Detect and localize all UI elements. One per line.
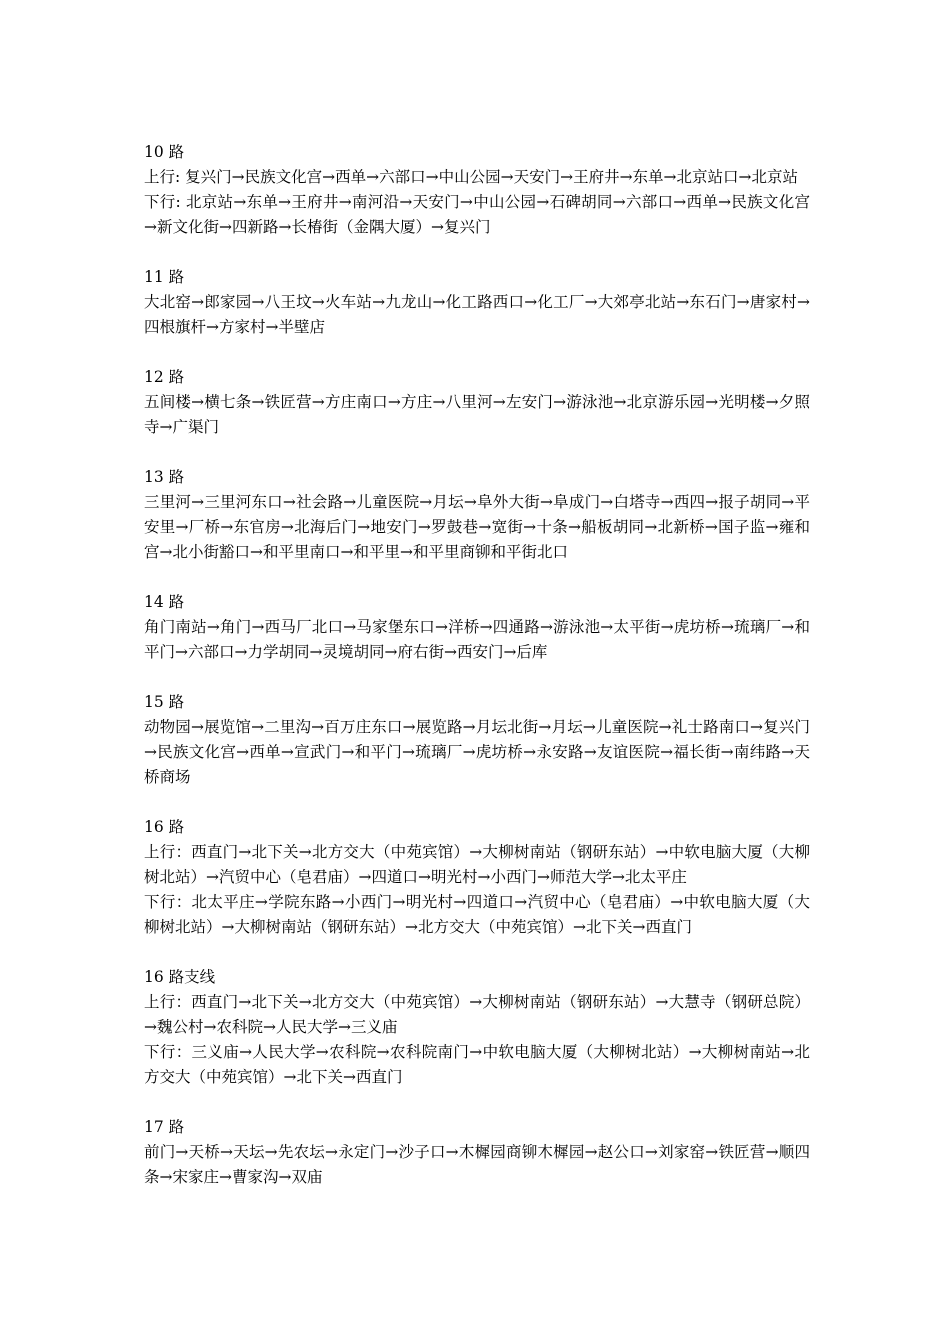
route-title: 13 路 <box>144 468 185 486</box>
route-stops: 大北窑→郎家园→八王坟→火车站→九龙山→化工路西口→化工厂→大郊亭北站→东石门→唐家村→四根旗杆→方家村→半壁店 <box>144 293 810 336</box>
route-stops: 动物园→展览馆→二里沟→百万庄东口→展览路→月坛北街→月坛→儿童医院→礼士路南口→复兴门→民族文化宫→西单→宣武门→和平门→琉璃厂→虎坊桥→永安路→友谊医院→福长街→南纬路→天桥商场 <box>144 718 810 786</box>
route-stops-downbound: 下行：三义庙→人民大学→农科院→农科院南门→中软电脑大厦（大柳树北站）→大柳树南站→北方交大（中苑宾馆）→北下关→西直门 <box>144 1043 810 1086</box>
route-block-14 <box>144 590 810 665</box>
route-title: 16 路支线 <box>144 968 216 986</box>
route-block-15 <box>144 690 810 790</box>
route-block-16 <box>144 815 810 940</box>
route-stops-downbound: 下行：北太平庄→学院东路→小西门→明光村→四道口→汽贸中心（皂君庙）→中软电脑大厦（大柳树北站）→大柳树南站（钢研东站）→北方交大（中苑宾馆）→北下关→西直门 <box>144 893 810 936</box>
route-block-10 <box>144 140 810 240</box>
route-block-16-branch <box>144 965 810 1090</box>
bus-route-document <box>144 140 810 1215</box>
route-stops: 角门南站→角门→西马厂北口→马家堡东口→洋桥→四通路→游泳池→太平街→虎坊桥→琉璃厂→和平门→六部口→力学胡同→灵境胡同→府右街→西安门→后库 <box>144 618 810 661</box>
route-block-11 <box>144 265 810 340</box>
route-block-17 <box>144 1115 810 1190</box>
route-title: 11 路 <box>144 268 185 286</box>
route-stops-upbound: 上行：西直门→北下关→北方交大（中苑宾馆）→大柳树南站（钢研东站）→中软电脑大厦（大柳树北站）→汽贸中心（皂君庙）→四道口→明光村→小西门→师范大学→北太平庄 <box>144 843 810 886</box>
route-title: 16 路 <box>144 818 185 836</box>
route-title: 14 路 <box>144 593 185 611</box>
route-title: 12 路 <box>144 368 185 386</box>
route-stops-upbound: 上行：西直门→北下关→北方交大（中苑宾馆）→大柳树南站（钢研东站）→大慧寺（钢研总院）→魏公村→农科院→人民大学→三义庙 <box>144 993 810 1036</box>
route-stops: 五间楼→横七条→铁匠营→方庄南口→方庄→八里河→左安门→游泳池→北京游乐园→光明楼→夕照寺→广渠门 <box>144 393 810 436</box>
route-stops-downbound: 下行: 北京站→东单→王府井→南河沿→天安门→中山公园→石碑胡同→六部口→西单→民族文化宫→新文化街→四新路→长椿街（金隅大厦）→复兴门 <box>144 193 810 236</box>
route-stops: 三里河→三里河东口→社会路→儿童医院→月坛→阜外大街→阜成门→白塔寺→西四→报子胡同→平安里→厂桥→东官房→北海后门→地安门→罗鼓巷→宽街→十条→船板胡同→北新桥→国子监→雍和宫→北小街豁口→和平里南口→和平里→和平里商铆和平街北口 <box>144 493 810 561</box>
route-title: 15 路 <box>144 693 185 711</box>
route-stops: 前门→天桥→天坛→先农坛→永定门→沙子口→木樨园商铆木樨园→赵公口→刘家窑→铁匠营→顺四条→宋家庄→曹家沟→双庙 <box>144 1143 810 1186</box>
route-stops-upbound: 上行: 复兴门→民族文化宫→西单→六部口→中山公园→天安门→王府井→东单→北京站口→北京站 <box>144 168 799 186</box>
route-block-12 <box>144 365 810 440</box>
route-title: 10 路 <box>144 143 185 161</box>
route-title: 17 路 <box>144 1118 185 1136</box>
route-block-13 <box>144 465 810 565</box>
